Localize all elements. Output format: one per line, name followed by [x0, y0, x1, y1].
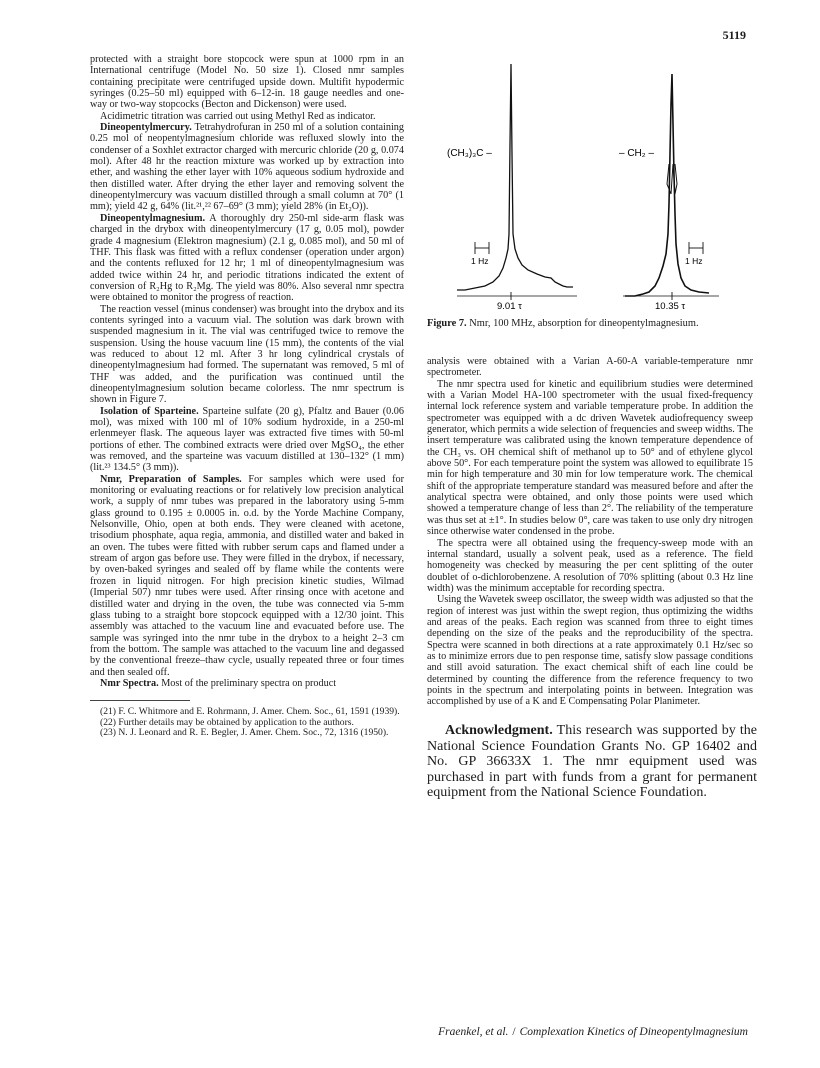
- nmr-spectrum-plot: [427, 44, 757, 314]
- paragraph: Acidimetric titration was carried out using Methyl Red as indicator.: [100, 110, 376, 122]
- section-heading: Dineopentylmagnesium.: [100, 212, 205, 224]
- section-heading: Nmr Spectra.: [100, 677, 159, 689]
- footer-separator: /: [512, 1026, 516, 1038]
- figure-7: [427, 44, 757, 349]
- paragraph: [90, 122, 404, 213]
- footer-title: Complexation Kinetics of Dineopentylmagnesium: [519, 1026, 748, 1038]
- acknowledgment-text: This research was supported by the National Science Foundation Grants No. GP 16402 and No. GP 36633X 1. The nmr equipment used was purchased in part with funds from a grant for permanent equipment from the National Science Foundation.: [427, 723, 758, 801]
- scale-bar-right: [689, 242, 703, 254]
- footnote: (21) F. C. Whitmore and E. Rohrmann, J. Amer. Chem. Soc., 61, 1591 (1939).: [100, 706, 400, 718]
- footnote-divider: [90, 700, 190, 701]
- paragraph: [90, 474, 404, 678]
- left-column: [90, 54, 404, 738]
- paragraph: The nmr spectra used for kinetic and equilibrium studies were determined with a Varian Model HA-100 spectrometer with the usual fixed-frequency internal lock reference system and variable temperature probe. In addition the spectrometer was equipped with a dc driven Wavetek audiofrequency sweep generator, which permits a wide selection of frequencies and sweep widths. The insert temperature was calibrated using the known temperature dependence of the CH₃ vs. OH chemical shift of methanol up to 50° and of ethylene glycol above 50°. For each temperature point the system was allowed to equilibrate 15 min for high temperature and 30 min for low temperature work. The chemical shift of the appropriate temperature standard was measured before and after the analytical spectra were obtained, and only those points were used which showed a temperature change of less than 2°. The reliability of the temperature was thus set at ±1°. In studies below 0°, care was taken to use only dry nitrogen since otherwise water condensed in the probe.: [427, 378, 753, 538]
- section-heading: Nmr, Preparation of Samples.: [100, 473, 242, 485]
- figure-caption-text: Nmr, 100 MHz, absorption for dineopentylmagnesium.: [469, 318, 699, 329]
- section-heading: Isolation of Sparteine.: [100, 405, 199, 417]
- acknowledgment: [427, 723, 757, 801]
- scale-label-right: 1 Hz: [685, 256, 703, 266]
- scale-label-left: 1 Hz: [471, 256, 489, 266]
- paragraph: [90, 678, 404, 689]
- peak-label-tbutyl: (CH₃)₃C –: [447, 148, 492, 159]
- figure-label: Figure 7.: [427, 318, 467, 329]
- scale-bar-left: [475, 242, 489, 254]
- section-text: Most of the preliminary spectra on product: [161, 677, 337, 689]
- footnote: (23) N. J. Leonard and R. E. Begler, J. Amer. Chem. Soc., 72, 1316 (1950).: [100, 727, 389, 739]
- peak-label-ch2: – CH₂ –: [619, 148, 655, 159]
- figure-caption: [427, 318, 699, 330]
- footer-authors: Fraenkel, et al.: [438, 1026, 509, 1038]
- section-text: A thoroughly dry 250-ml side-arm flask was charged in the drybox with dineopentylmercury (17 g, 0.05 mol), powder grade 4 magnesium (Elektron magnesium) (2.1 g, 0.085 mol), and 50 ml of THF. This flask was fitted with a reflux condenser (operation under argon) and the contents refluxed for 12 hr; 1 ml of dineopentylmagnesium was added twice within 24 hr, and periodic titrations indicated the extent of conversion of R₂Hg to R₂Mg. The yield was 80%. Also several nmr spectra were obtained to monitor the progress of reaction.: [90, 212, 404, 304]
- section-text: For samples which were used for monitoring or evaluating reactions or for relatively low precision analytical work, a supply of nmr tubes was prepared in the laboratory using 5-mm glass ground to 0.195 ± 0.0005 in. o.d. by the Yorde Machine Company, Nelsonville, Ohio, open at both ends. They were cleaned with acetone, trisodium phosphate, aqua regia, ammonia, and distilled water and baked in an oven. The tubes were fitted with rubber serum caps and flamed under a stream of argon gas before use. They were filled in the drybox, if necessary, by oven-baked syringes and sealed off by flame while the contents were frozen in liquid nitrogen. For high precision kinetic studies, Wilmad (Imperial 507) nmr tubes were used. After rinsing once with acetone and distilled water and drying in the oven, the tube was connected via 5-mm glass tubing to a straight bore stopcock equipped with a 12/30 joint. This assembly was attached to the vacuum line and evacuated before use. The sample was syringed into the nmr tube in the drybox to a height 2–3 cm from the bottom. The sample was attached to the vacuum line and degassed by the conventional freeze–thaw cycle, usually repeated three or four times and then sealed off.: [90, 473, 405, 678]
- right-column: [427, 356, 753, 708]
- paragraph: The reaction vessel (minus condenser) was brought into the drybox and its contents syringed into a vacuum vial. The solution was dark brown with suspended magnesium in it. The vial was centrifuged twice to remove the suspension. Using the house vacuum line (15 mm), the contents of the vial was reduced to about 12 ml. After 3 hr long cylindrical crystals of dineopentylmagnesium had formed. The supernatant was removed, 5 ml of THF was added, and the purification was continued until the dineopentylmagnesium solution became colorless. The nmr spectrum is shown in Figure 7.: [90, 303, 404, 406]
- tau-label-right: 10.35 τ: [655, 301, 686, 312]
- section-text: Sparteine sulfate (20 g), Pfaltz and Bauer (0.06 mol), was mixed with 100 ml of 10% sodium hydroxide, in a 250-ml erlenmeyer flask. The aqueous layer was extracted five times with 50-ml portions of ether. The combined extracts were dried over MgSO₄, the ether was removed, and the sparteine was vacuum distilled at 130–132° (1 mm) (lit.²³ 134.5° (3 mm)).: [90, 405, 404, 474]
- paragraph: [427, 723, 757, 801]
- page-number: 5119: [722, 28, 746, 42]
- tau-label-left: 9.01 τ: [497, 301, 522, 312]
- paragraph: Using the Wavetek sweep oscillator, the sweep width was adjusted so that the region of interest was just within the swept region, thus optimizing the widths and areas of the peaks. Each region was scanned from three to eight times depending on the size of the peaks and the reproducibility of the spectra. Spectra were scanned in both directions at a rate approximately 0.1 Hz/sec so as to minimize errors due to pen response time, satisfy slow passage conditions and still avoid saturation. The exact chemical shift of each line could be determined by counting the difference from the reference frequency to two points in the spectrum and interpolating points in between. Integration was accomplished by use of a K and E Compensating Polar Planimeter.: [427, 594, 753, 708]
- paragraph: [90, 213, 404, 304]
- paragraph: [90, 406, 404, 474]
- section-text: Tetrahydrofuran in 250 ml of a solution containing 0.25 mol of neopentylmagnesium chloride was refluxed slowly into the condenser of a Soxhlet extractor charged with mercuric chloride (20 g, 0.074 mol). After 48 hr the reaction mixture was worked up by extraction into ether, and washing the ether layer with 10% aqueous sodium hydroxide and then distilled water. After drying the ether layer and removing solvent the dineopentylmercury was vacuum distilled through a small column at 70° (1 mm); yield 42 g, 64% (lit.²¹,²² 67–69° (3 mm); yield 28% (in Et₂O)).: [90, 122, 404, 213]
- paragraph: The spectra were all obtained using the frequency-sweep mode with an internal standard, usually a solvent peak, used as a reference. The field homogeneity was checked by measuring the per cent splitting of the outer doublet of o-dichlorobenzene. A resolution of 70% splitting (about 0.3 Hz line width) was the minimum acceptable for recording spectra.: [427, 537, 753, 594]
- paragraph: protected with a straight bore stopcock were spun at 1000 rpm in an International centrifuge (Model No. 50 size 1). Closed nmr samples containing precipitate were centrifuged upside down. Multifit hypodermic syringes (0.25–50 ml) equipped with 6–12-in. 18 gauge needles and one-way or two-way stopcocks (Becton and Dickenson) were used.: [90, 54, 404, 111]
- section-heading: Dineopentylmercury.: [100, 122, 192, 134]
- acknowledgment-heading: Acknowledgment.: [445, 723, 553, 738]
- paragraph: analysis were obtained with a Varian A-60-A variable-temperature nmr spectrometer.: [427, 356, 753, 379]
- footnote: (22) Further details may be obtained by application to the authors.: [100, 716, 354, 728]
- running-footer: [438, 1026, 748, 1038]
